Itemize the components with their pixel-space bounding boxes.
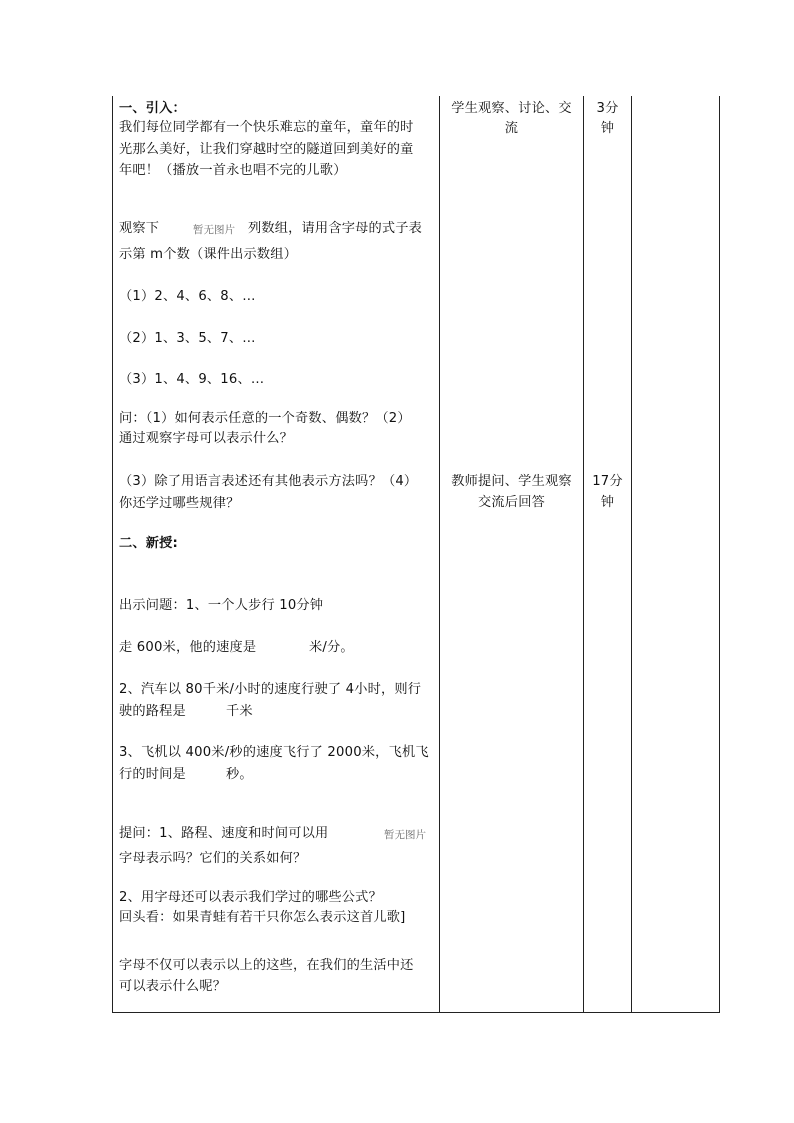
- column-divider-time: [631, 96, 632, 1013]
- time-intro-line2: 钟: [600, 121, 615, 136]
- problem3-unit: 秒。: [226, 767, 253, 782]
- image-placeholder: 暂无图片: [384, 829, 426, 841]
- question-line: 通过观察字母可以表示什么？: [119, 431, 294, 446]
- sequence-item: （1）2、4、6、8、…: [119, 289, 256, 304]
- problem3-line2: 行的时间是: [119, 767, 186, 782]
- column-divider-content: [439, 96, 440, 1013]
- table-border-bottom: [112, 1012, 720, 1013]
- table-border-left: [112, 96, 113, 1013]
- observe-text-before: 观察下: [119, 221, 160, 236]
- ask-line1: 提问：1、路程、速度和时间可以用: [119, 826, 329, 841]
- observe-text-after: 列数组，请用含字母的式子表: [248, 221, 423, 236]
- time-intro-line1: 3分: [596, 101, 619, 116]
- observe-text-line2: 示第 m个数（课件出示数组）: [119, 247, 298, 262]
- table-border-right: [719, 96, 720, 1013]
- intro-heading: 一、引入：: [119, 101, 186, 116]
- question-line: （3）除了用语言表述还有其他表示方法吗？（4）: [119, 474, 418, 489]
- review-line: 回头看：如果青蛙有若干只你怎么表示这首儿歌]: [119, 910, 406, 925]
- problem2-unit: 千米: [226, 704, 253, 719]
- problem3-line1: 3、飞机以 400米/秒的速度飞行了 2000米，飞机飞: [119, 745, 429, 760]
- image-placeholder: 暂无图片: [193, 224, 235, 236]
- new-lesson-heading: 二、新授:: [119, 536, 179, 551]
- activity-intro-line2: 流: [504, 121, 519, 136]
- intro-line: 年吧！（播放一首永也唱不完的儿歌）: [119, 163, 347, 178]
- intro-line: 我们每位同学都有一个快乐难忘的童年，童年的时: [119, 120, 414, 135]
- closing-line: 可以表示什么呢？: [119, 979, 227, 994]
- question-line: 你还学过哪些规律？: [119, 496, 240, 511]
- problem2-line2: 驶的路程是: [119, 704, 186, 719]
- sequence-item: （2）1、3、5、7、…: [119, 331, 256, 346]
- intro-line: 光那么美好，让我们穿越时空的隧道回到美好的童: [119, 142, 414, 157]
- problem2-line1: 2、汽车以 80千米/小时的速度行驶了 4小时，则行: [119, 682, 422, 697]
- activity-new-line2: 交流后回答: [478, 495, 545, 510]
- problem1-unit: 米/分。: [309, 640, 354, 655]
- closing-line: 字母不仅可以表示以上的这些，在我们的生活中还: [119, 958, 414, 973]
- ask2-line: 2、用字母还可以表示我们学过的哪些公式？: [119, 890, 382, 905]
- problem1-line2: 走 600米，他的速度是: [119, 640, 257, 655]
- time-new-line1: 17分: [592, 474, 623, 489]
- ask-line2: 字母表示吗？它们的关系如何？: [119, 851, 307, 866]
- activity-intro-line1: 学生观察、讨论、交: [451, 101, 572, 116]
- time-new-line2: 钟: [600, 495, 615, 510]
- column-divider-activity: [583, 96, 584, 1013]
- question-line: 问：（1）如何表示任意的一个奇数、偶数？（2）: [119, 411, 411, 426]
- problem1-line1: 出示问题：1、一个人步行 10分钟: [119, 598, 324, 613]
- sequence-item: （3）1、4、9、16、…: [119, 372, 265, 387]
- activity-new-line1: 教师提问、学生观察: [451, 474, 572, 489]
